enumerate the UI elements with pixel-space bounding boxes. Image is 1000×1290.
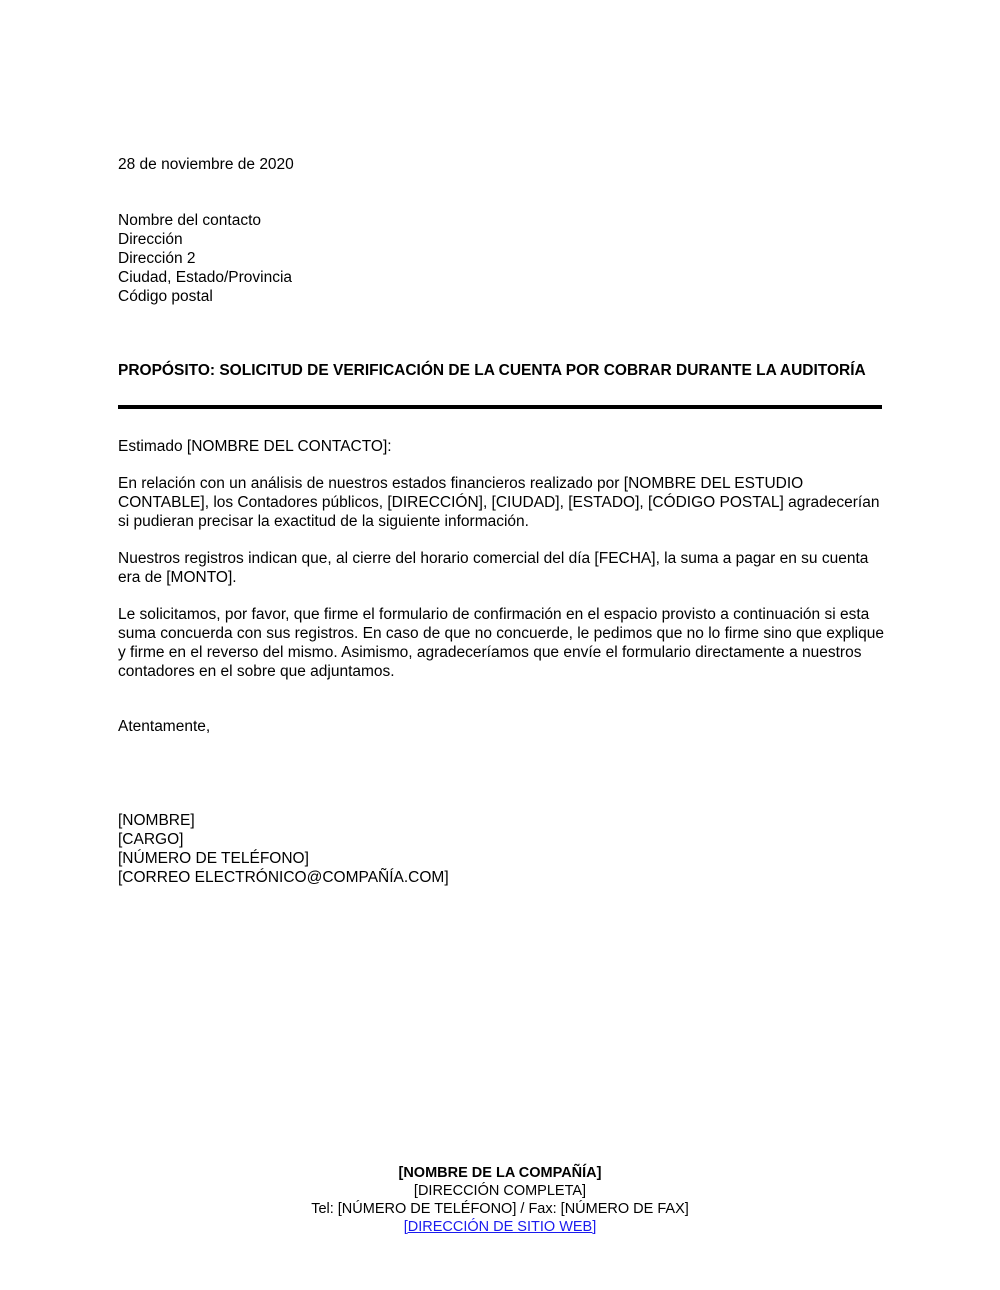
recipient-name: Nombre del contacto [118, 212, 262, 229]
subject-divider [118, 405, 882, 409]
letter-date: 28 de noviembre de 2020 [118, 156, 294, 173]
letter-footer [0, 1164, 1000, 1236]
recipient-postal-code: Código postal [118, 288, 213, 305]
closing: Atentamente, [118, 718, 211, 735]
salutation: Estimado [NOMBRE DEL CONTACTO]: [118, 438, 392, 455]
recipient-address-line-1: Dirección [118, 231, 183, 248]
signer-title: [CARGO] [118, 831, 184, 848]
body-paragraph-3: Le solicitamos, por favor, que firme el formulario de confirmación en el espacio provisto a continuación si esta suma concuerda con sus registros. En caso de que no concuerde, le pedimos que no lo firme sino que explique y firme en el reverso del mismo. Asimismo, agradeceríamos que envíe el formulario directamente a nuestros contadores en el sobre que adjuntamos. [118, 606, 884, 680]
body-paragraph-2: Nuestros registros indican que, al cierre del horario comercial del día [FECHA], la suma a pagar en su cuenta era de [MONTO]. [118, 550, 869, 586]
signer-name: [NOMBRE] [118, 812, 195, 829]
signature-block [118, 811, 449, 887]
signer-email: [CORREO ELECTRÓNICO@COMPAÑÍA.COM] [118, 869, 449, 886]
body-paragraph-1: En relación con un análisis de nuestros estados financieros realizado por [NOMBRE DEL ESTUDIO CONTABLE], los Contadores públicos, [DIRECCIÓN], [CIUDAD], [ESTADO], [CÓDIGO POSTAL] agradecerían si pudieran precisar la exactitud de la siguiente información. [118, 475, 880, 530]
footer-website-link[interactable]: [DIRECCIÓN DE SITIO WEB] [403, 1219, 597, 1235]
recipient-city-state: Ciudad, Estado/Provincia [118, 269, 293, 286]
footer-address: [DIRECCIÓN COMPLETA] [413, 1183, 587, 1199]
signer-phone: [NÚMERO DE TELÉFONO] [118, 850, 309, 867]
letter-subject: PROPÓSITO: SOLICITUD DE VERIFICACIÓN DE LA CUENTA POR COBRAR DURANTE LA AUDITORÍA [118, 362, 866, 379]
recipient-address-line-2: Dirección 2 [118, 250, 196, 267]
footer-contact: Tel: [NÚMERO DE TELÉFONO] / Fax: [NÚMERO DE FAX] [311, 1201, 689, 1217]
recipient-address [118, 211, 292, 306]
footer-company-name: [NOMBRE DE LA COMPAÑÍA] [398, 1165, 602, 1181]
